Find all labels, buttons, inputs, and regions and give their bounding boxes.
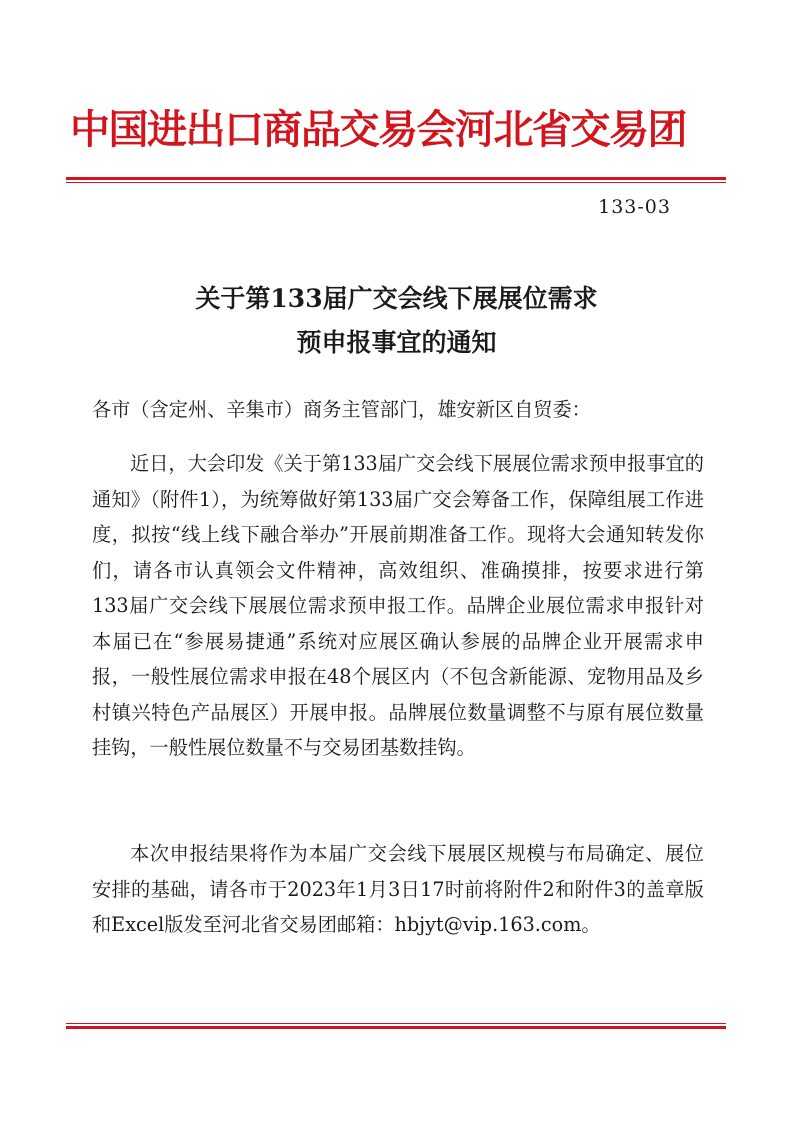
letterhead-rule-top: [66, 177, 726, 183]
body-paragraph-2: 本次申报结果将作为本届广交会线下展展区规模与布局确定、展位安排的基础，请各市于2023年1月3日17时前将附件2和附件3的盖章版和Excel版发至河北省交易团邮箱：hbjyt@vip.163.com。: [92, 842, 704, 936]
document-title-line-1: 关于第133届广交会线下展展位需求: [195, 284, 598, 313]
document-number: 133-03: [598, 196, 671, 218]
rule-thick-line: [66, 177, 726, 180]
salutation: 各市（含定州、辛集市）商务主管部门，雄安新区自贸委：: [92, 398, 591, 421]
rule-thin-line: [66, 182, 726, 183]
letterhead-organization: 中国进出口商品交易会河北省交易团: [70, 106, 686, 153]
footer-rule: [66, 1023, 726, 1029]
document-title-line-2: 预申报事宜的通知: [296, 328, 497, 357]
body-paragraph-1: 近日，大会印发《关于第133届广交会线下展展位需求预申报事宜的通知》（附件1），为统筹做好第133届广交会筹备工作，保障组展工作进度，拟按“线上线下融合举办”开展前期准备工作。现将大会通知转发你们，请各市认真领会文件精神，高效组织、准确摸排，按要求进行第133届广交会线下展展位需求预申报工作。品牌企业展位需求申报针对本届已在“参展易捷通”系统对应展区确认参展的品牌企业开展需求申报，一般性展位需求申报在48个展区内（不包含新能源、宠物用品及乡村镇兴特色产品展区）开展申报。品牌展位数量调整不与原有展位数量挂钩，一般性展位数量不与交易团基数挂钩。: [92, 452, 704, 759]
rule-thick-line: [66, 1026, 726, 1029]
rule-thin-line: [66, 1023, 726, 1024]
